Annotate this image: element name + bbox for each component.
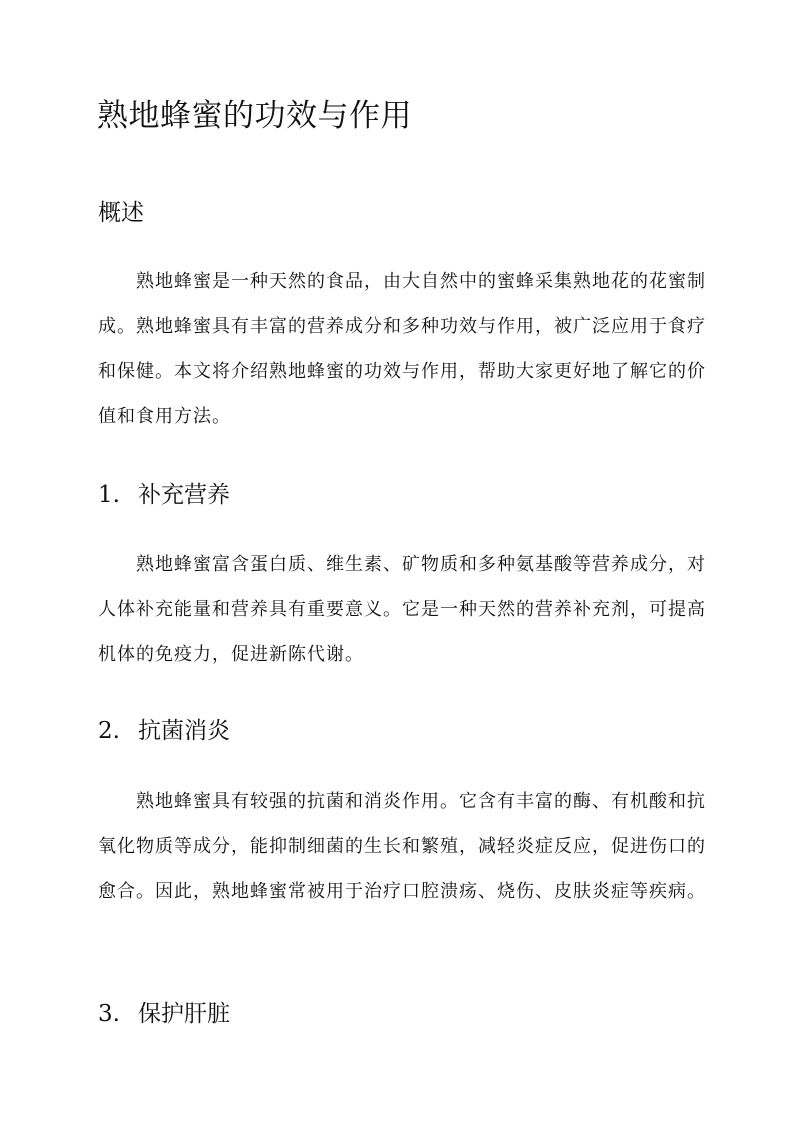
section-heading-text: 抗菌消炎 bbox=[138, 718, 230, 744]
section-paragraph-antibacterial: 熟地蜂蜜具有较强的抗菌和消炎作用。它含有丰富的酶、有机酸和抗氧化物质等成分，能抑制细菌的生长和繁殖，减轻炎症反应，促进伤口的愈合。因此，熟地蜂蜜常被用于治疗口腔溃疡、烧伤、皮肤炎症等疾病。 bbox=[98, 791, 706, 902]
section-heading-nutrition bbox=[98, 479, 230, 511]
section-number: 2. bbox=[98, 718, 120, 744]
section-heading-text: 补充营养 bbox=[138, 482, 230, 508]
section-number: 1. bbox=[98, 482, 120, 508]
section-heading-liver bbox=[98, 998, 230, 1030]
section-heading-overview bbox=[98, 197, 144, 229]
section-heading-text: 概述 bbox=[98, 200, 144, 226]
document-title: 熟地蜂蜜的功效与作用 bbox=[97, 98, 412, 134]
section-paragraph-nutrition: 熟地蜂蜜富含蛋白质、维生素、矿物质和多种氨基酸等营养成分，对人体补充能量和营养具有重要意义。它是一种天然的营养补充剂，可提高机体的免疫力，促进新陈代谢。 bbox=[98, 554, 706, 665]
section-number: 3. bbox=[98, 1001, 120, 1027]
section-heading-text: 保护肝脏 bbox=[138, 1001, 230, 1027]
section-heading-antibacterial bbox=[98, 715, 230, 747]
section-paragraph-overview: 熟地蜂蜜是一种天然的食品，由大自然中的蜜蜂采集熟地花的花蜜制成。熟地蜂蜜具有丰富的营养成分和多种功效与作用，被广泛应用于食疗和保健。本文将介绍熟地蜂蜜的功效与作用，帮助大家更好地了解它的价值和食用方法。 bbox=[98, 271, 706, 427]
